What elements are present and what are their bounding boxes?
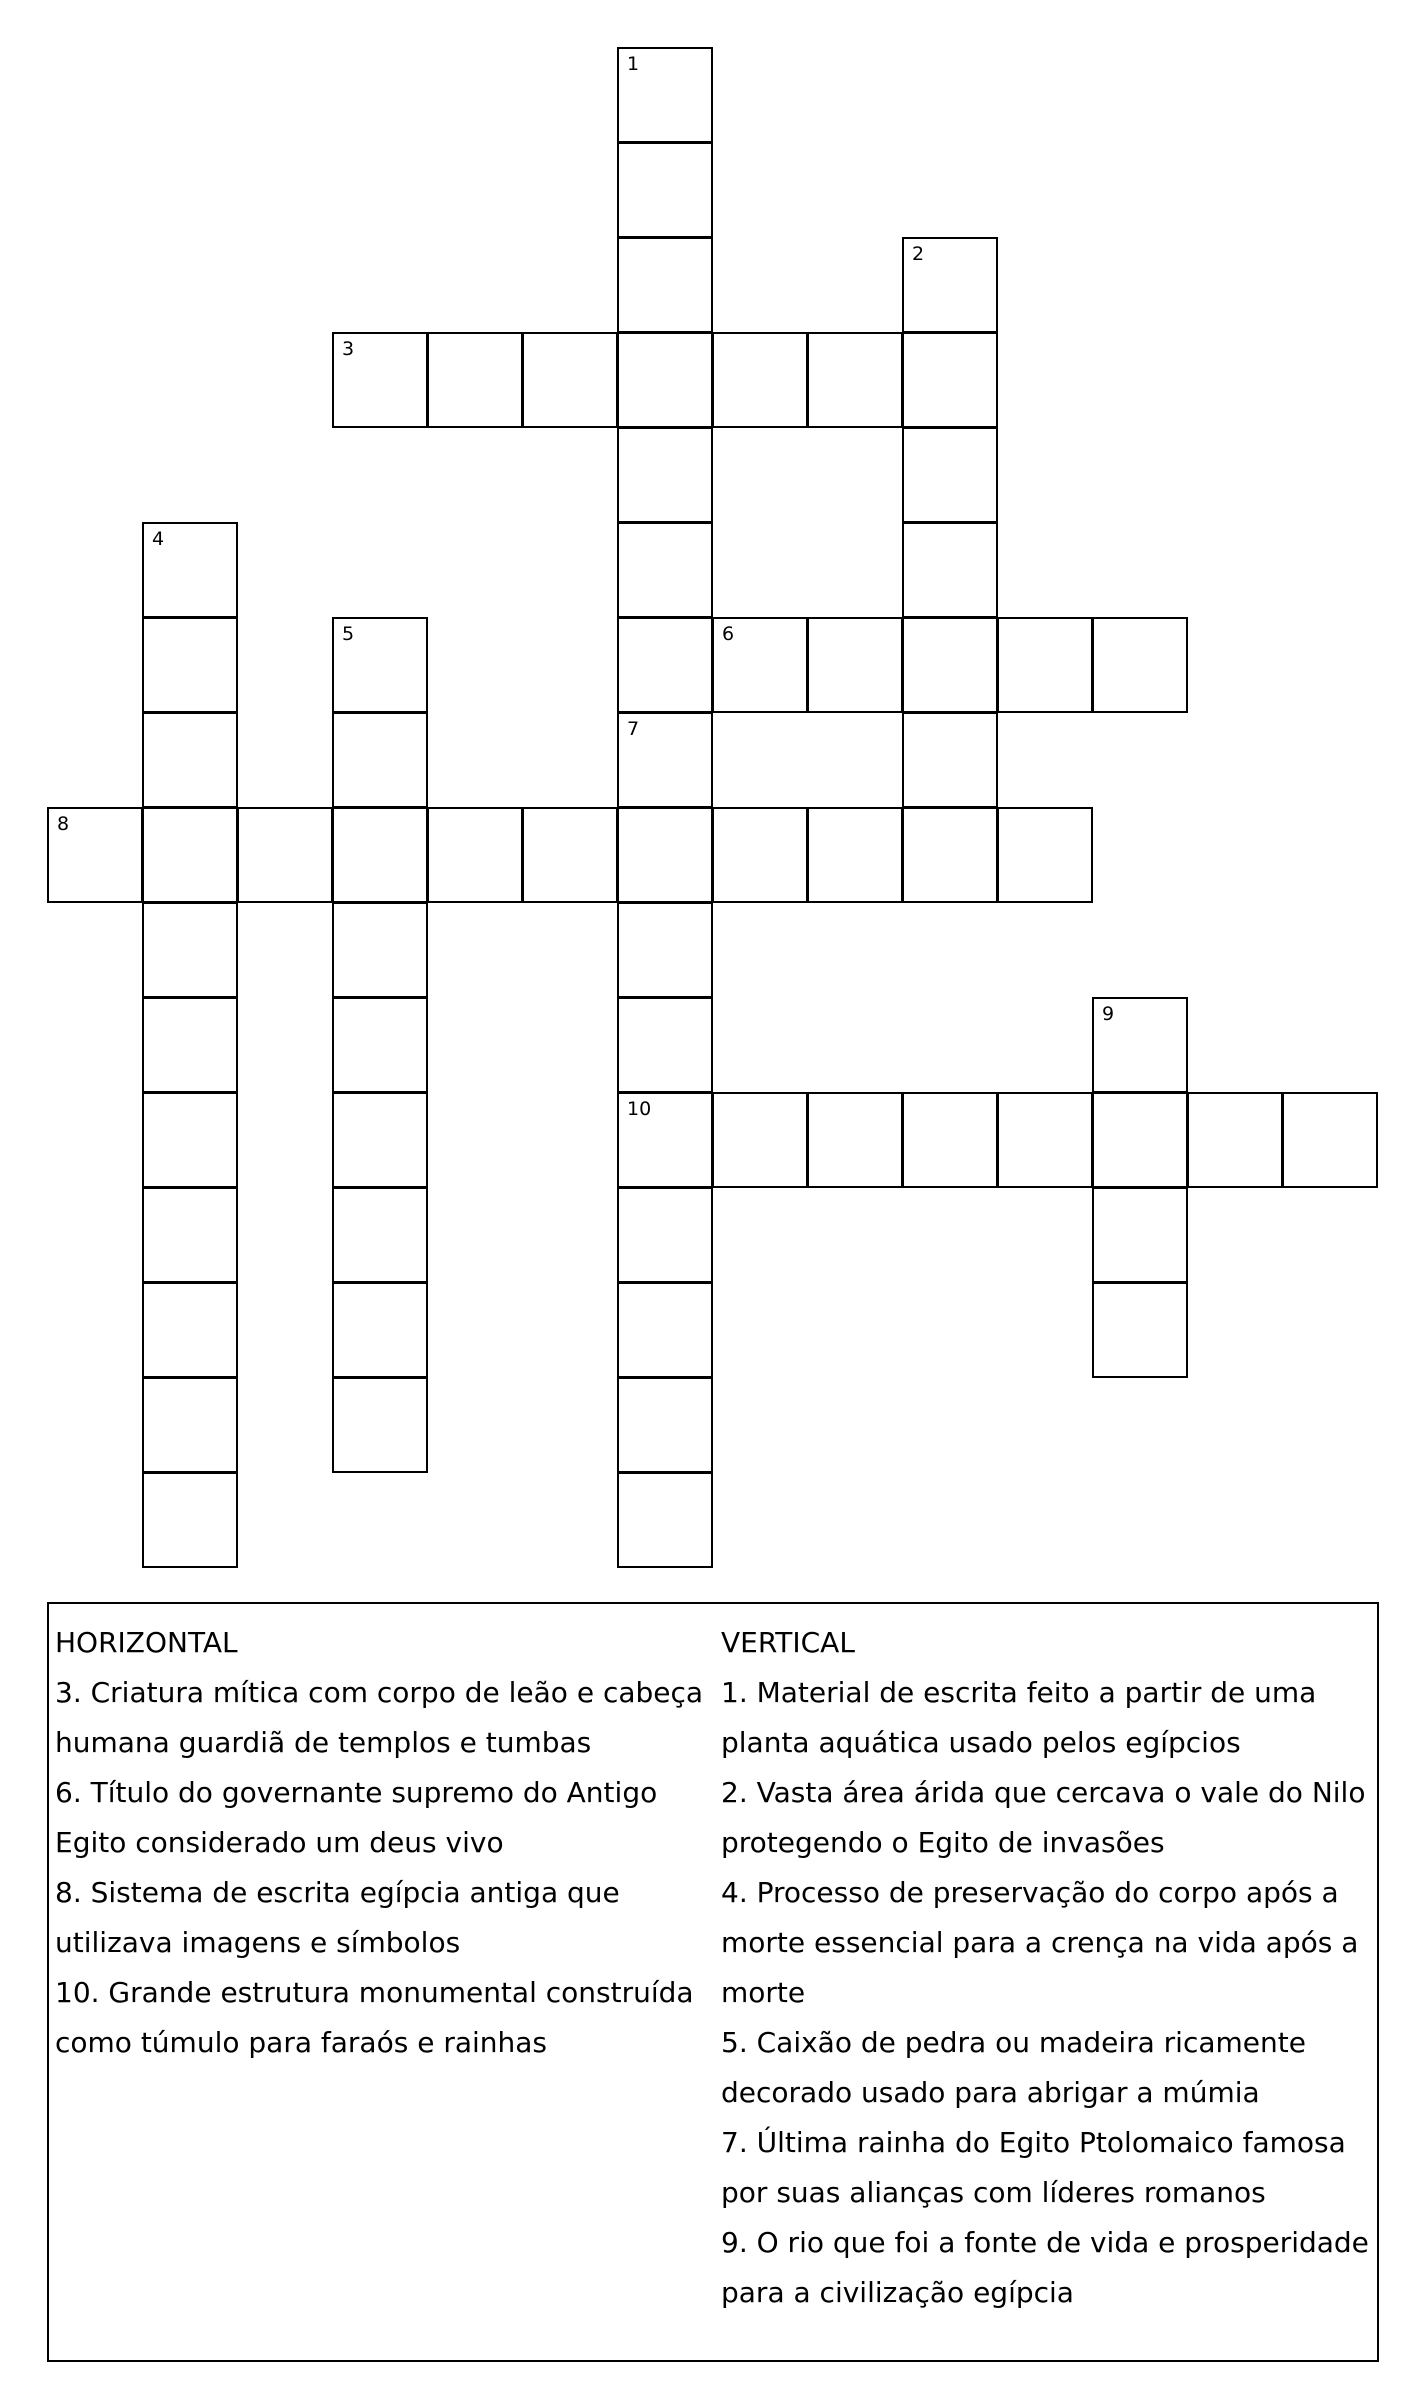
crossword-cell[interactable] [332, 617, 428, 713]
crossword-cell[interactable] [1092, 1282, 1188, 1378]
horizontal-heading: HORIZONTAL [55, 1626, 238, 1659]
crossword-cell[interactable] [142, 1187, 238, 1283]
vertical-clues [721, 1618, 1371, 2318]
crossword-cell[interactable] [617, 427, 713, 523]
crossword-cell[interactable] [617, 522, 713, 618]
clue-vertical-5: 5. Caixão de pedra ou madeira ricamente decorado usado para abrigar a múmia [721, 2026, 1306, 2109]
crossword-cell[interactable] [332, 1282, 428, 1378]
crossword-cell[interactable] [807, 617, 903, 713]
crossword-cell[interactable] [1282, 1092, 1378, 1188]
crossword-cell[interactable] [332, 1092, 428, 1188]
clue-vertical-7: 7. Última rainha do Egito Ptolomaico famosa por suas alianças com líderes romanos [721, 2126, 1346, 2209]
crossword-cell[interactable] [142, 807, 238, 903]
crossword-cell[interactable] [1092, 997, 1188, 1093]
crossword-cell[interactable] [427, 807, 523, 903]
crossword-cell[interactable] [617, 1187, 713, 1283]
horizontal-clues [55, 1618, 705, 2068]
clue-horizontal-8: 8. Sistema de escrita egípcia antiga que utilizava imagens e símbolos [55, 1876, 620, 1959]
crossword-cell[interactable] [807, 332, 903, 428]
clue-number: 5 [342, 623, 355, 645]
clue-vertical-4: 4. Processo de preservação do corpo após a morte essencial para a crença na vida após a morte [721, 1876, 1359, 2009]
crossword-cell[interactable] [332, 1187, 428, 1283]
clue-number: 10 [627, 1098, 652, 1120]
crossword-cell[interactable] [142, 997, 238, 1093]
crossword-cell[interactable] [712, 807, 808, 903]
crossword-cell[interactable] [617, 47, 713, 143]
crossword-cell[interactable] [902, 522, 998, 618]
crossword-cell[interactable] [712, 332, 808, 428]
crossword-cell[interactable] [617, 332, 713, 428]
crossword-cell[interactable] [617, 807, 713, 903]
crossword-cell[interactable] [997, 1092, 1093, 1188]
crossword-cell[interactable] [997, 617, 1093, 713]
crossword-cell[interactable] [617, 142, 713, 238]
clue-vertical-1: 1. Material de escrita feito a partir de uma planta aquática usado pelos egípcios [721, 1676, 1317, 1759]
crossword-cell[interactable] [1092, 1092, 1188, 1188]
crossword-cell[interactable] [997, 807, 1093, 903]
crossword-cell[interactable] [902, 1092, 998, 1188]
clue-horizontal-10: 10. Grande estrutura monumental construída como túmulo para faraós e rainhas [55, 1976, 694, 2059]
crossword-cell[interactable] [142, 1377, 238, 1473]
clue-number: 2 [912, 243, 925, 265]
crossword-cell[interactable] [902, 427, 998, 523]
clue-number: 8 [57, 813, 70, 835]
clue-vertical-9: 9. O rio que foi a fonte de vida e prosperidade para a civilização egípcia [721, 2226, 1369, 2309]
crossword-cell[interactable] [617, 997, 713, 1093]
crossword-cell[interactable] [237, 807, 333, 903]
crossword-cell[interactable] [902, 712, 998, 808]
crossword-cell[interactable] [617, 1472, 713, 1568]
crossword-cell[interactable] [427, 332, 523, 428]
crossword-cell[interactable] [1092, 617, 1188, 713]
crossword-cell[interactable] [617, 902, 713, 998]
crossword-cell[interactable] [712, 617, 808, 713]
crossword-cell[interactable] [332, 332, 428, 428]
vertical-heading: VERTICAL [721, 1626, 855, 1659]
crossword-cell[interactable] [47, 807, 143, 903]
crossword-cell[interactable] [1092, 1187, 1188, 1283]
crossword-cell[interactable] [142, 1092, 238, 1188]
crossword-cell[interactable] [1187, 1092, 1283, 1188]
clue-number: 3 [342, 338, 355, 360]
crossword-cell[interactable] [617, 1282, 713, 1378]
crossword-cell[interactable] [142, 1282, 238, 1378]
crossword-cell[interactable] [332, 997, 428, 1093]
crossword-cell[interactable] [617, 712, 713, 808]
crossword-cell[interactable] [142, 617, 238, 713]
clue-vertical-2: 2. Vasta área árida que cercava o vale do Nilo protegendo o Egito de invasões [721, 1776, 1366, 1859]
crossword-cell[interactable] [522, 807, 618, 903]
crossword-cell[interactable] [807, 1092, 903, 1188]
crossword-cell[interactable] [902, 807, 998, 903]
crossword-cell[interactable] [142, 1472, 238, 1568]
crossword-cell[interactable] [617, 1377, 713, 1473]
crossword-cell[interactable] [902, 237, 998, 333]
crossword-cell[interactable] [902, 332, 998, 428]
clue-horizontal-3: 3. Criatura mítica com corpo de leão e cabeça humana guardiã de templos e tumbas [55, 1676, 704, 1759]
clue-number: 4 [152, 528, 165, 550]
crossword-cell[interactable] [617, 1092, 713, 1188]
crossword-cell[interactable] [807, 807, 903, 903]
clue-number: 9 [1102, 1003, 1115, 1025]
crossword-cell[interactable] [142, 522, 238, 618]
crossword-cell[interactable] [142, 712, 238, 808]
crossword-cell[interactable] [617, 617, 713, 713]
crossword-cell[interactable] [332, 1377, 428, 1473]
crossword-cell[interactable] [902, 617, 998, 713]
clue-number: 7 [627, 718, 640, 740]
crossword-cell[interactable] [332, 807, 428, 903]
clue-horizontal-6: 6. Título do governante supremo do Antigo Egito considerado um deus vivo [55, 1776, 658, 1859]
crossword-cell[interactable] [522, 332, 618, 428]
crossword-cell[interactable] [332, 902, 428, 998]
crossword-cell[interactable] [712, 1092, 808, 1188]
clues-box [47, 1602, 1379, 2362]
clue-number: 6 [722, 623, 735, 645]
clue-number: 1 [627, 53, 640, 75]
crossword-cell[interactable] [617, 237, 713, 333]
crossword-cell[interactable] [142, 902, 238, 998]
crossword-cell[interactable] [332, 712, 428, 808]
